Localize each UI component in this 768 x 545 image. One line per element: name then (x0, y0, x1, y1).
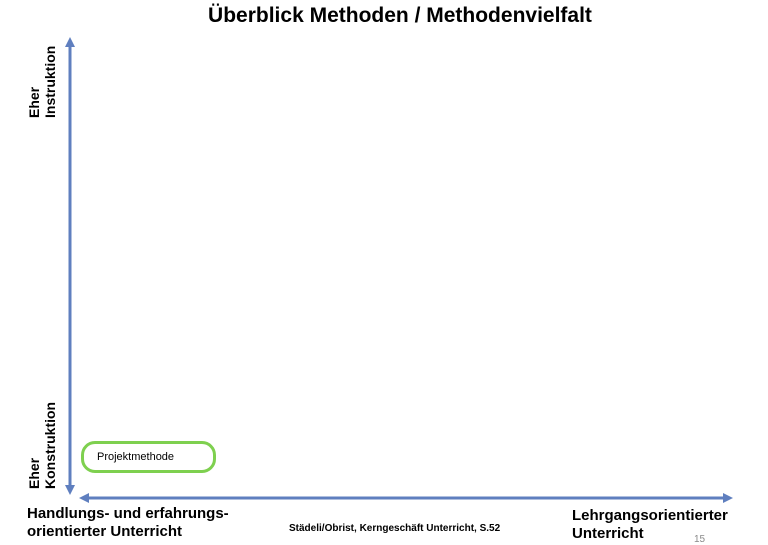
x-axis-right-label-line-2: Unterricht (572, 525, 644, 542)
slide-title: Überblick Methoden / Methodenvielfalt (208, 4, 592, 27)
y-axis-bottom-label-line-2: Konstruktion (42, 401, 58, 489)
y-axis-bottom-label-line-1: Eher (26, 457, 42, 489)
x-axis-left-label-line-1: Handlungs- und erfahrungs- (27, 505, 229, 522)
source-citation: Städeli/Obrist, Kerngeschäft Unterricht, S.52 (289, 523, 501, 534)
x-axis-left-label-line-2: orientierter Unterricht (27, 523, 183, 540)
method-projektmethode: Projektmethode (81, 441, 216, 473)
y-axis-top-label (26, 46, 58, 118)
x-axis-left-label (27, 505, 229, 541)
x-axis-right-label-line-1: Lehrgangsorientierter (572, 507, 728, 524)
y-axis-top-label-line-2: Instruktion (42, 45, 58, 118)
y-axis-bottom-label (26, 402, 58, 489)
page-number: 15 (694, 534, 706, 545)
y-axis-top-label-line-1: Eher (26, 86, 42, 118)
